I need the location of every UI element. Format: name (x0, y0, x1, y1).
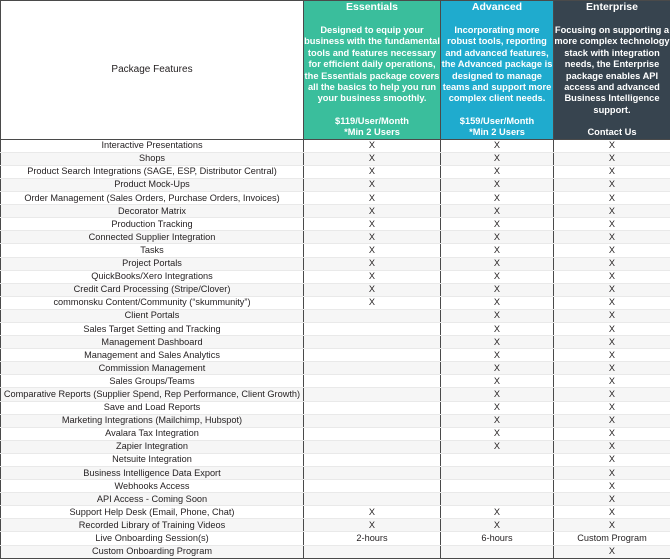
feature-name-cell: Management Dashboard (1, 336, 304, 349)
feature-availability-enterprise: X (554, 493, 670, 506)
feature-name-cell: Custom Onboarding Program (1, 545, 304, 558)
plan-price-advanced (441, 116, 553, 139)
feature-rows-body (1, 139, 670, 558)
feature-name-cell: Decorator Matrix (1, 205, 304, 218)
feature-availability-enterprise: Custom Program (554, 532, 670, 545)
feature-availability-advanced: X (441, 152, 554, 165)
plan-price-enterprise (554, 127, 670, 138)
feature-availability-essentials: X (304, 283, 441, 296)
feature-availability-essentials: X (304, 165, 441, 178)
table-row (1, 165, 670, 178)
table-row (1, 296, 670, 309)
table-row (1, 467, 670, 480)
feature-availability-essentials (304, 362, 441, 375)
feature-availability-essentials: X (304, 139, 441, 152)
feature-name-cell: Netsuite Integration (1, 453, 304, 466)
feature-name-cell: Management and Sales Analytics (1, 349, 304, 362)
feature-availability-enterprise: X (554, 165, 670, 178)
package-features-header: Package Features (1, 1, 304, 140)
feature-availability-essentials: X (304, 257, 441, 270)
feature-availability-enterprise: X (554, 270, 670, 283)
feature-name-cell: Sales Target Setting and Tracking (1, 322, 304, 335)
feature-availability-advanced: X (441, 427, 554, 440)
table-row (1, 244, 670, 257)
plan-name-enterprise: Enterprise (586, 1, 638, 13)
table-row (1, 453, 670, 466)
feature-availability-essentials (304, 349, 441, 362)
feature-name-cell: Credit Card Processing (Stripe/Clover) (1, 283, 304, 296)
feature-name-cell: Production Tracking (1, 218, 304, 231)
feature-availability-essentials (304, 480, 441, 493)
feature-availability-advanced: X (441, 205, 554, 218)
feature-name-cell: Save and Load Reports (1, 401, 304, 414)
feature-availability-enterprise: X (554, 336, 670, 349)
feature-availability-advanced (441, 480, 554, 493)
feature-availability-enterprise: X (554, 414, 670, 427)
feature-availability-advanced: X (441, 139, 554, 152)
feature-availability-advanced: X (441, 257, 554, 270)
feature-availability-enterprise: X (554, 467, 670, 480)
feature-availability-advanced: X (441, 165, 554, 178)
feature-availability-advanced: X (441, 375, 554, 388)
feature-availability-essentials: 2-hours (304, 532, 441, 545)
table-row (1, 506, 670, 519)
feature-availability-essentials: X (304, 231, 441, 244)
table-row (1, 414, 670, 427)
plan-header-enterprise (554, 1, 670, 140)
feature-availability-enterprise: X (554, 205, 670, 218)
feature-name-cell: commonsku Content/Community (“skummunity”) (1, 296, 304, 309)
feature-availability-enterprise: X (554, 178, 670, 191)
feature-availability-advanced (441, 493, 554, 506)
feature-availability-essentials (304, 375, 441, 388)
table-row (1, 192, 670, 205)
table-row (1, 388, 670, 401)
table-row (1, 152, 670, 165)
feature-name-cell: Commission Management (1, 362, 304, 375)
feature-name-cell: Recorded Library of Training Videos (1, 519, 304, 532)
feature-availability-enterprise: X (554, 349, 670, 362)
table-row (1, 178, 670, 191)
plan-price-value-advanced: $159/User/Month (459, 115, 535, 126)
plan-description-essentials: Designed to equip your business with the fundamental tools and features necessary for efficient daily operations, the Essentials package covers all the basics to help you run your business smoothly. (304, 25, 440, 104)
feature-availability-advanced: X (441, 322, 554, 335)
feature-availability-advanced: X (441, 244, 554, 257)
feature-name-cell: Project Portals (1, 257, 304, 270)
feature-availability-enterprise: X (554, 218, 670, 231)
plan-description-enterprise: Focusing on supporting a more complex technology stack with integration needs, the Enterprise package enables API access and advanced Business Intelligence support. (554, 25, 670, 115)
feature-availability-essentials: X (304, 192, 441, 205)
feature-availability-advanced: X (441, 336, 554, 349)
table-row (1, 401, 670, 414)
plan-description-advanced: Incorporating more robust tools, reporting and advanced features, the Advanced package is designed to manage teams and support more complex client needs. (441, 25, 553, 104)
feature-name-cell: Tasks (1, 244, 304, 257)
feature-name-cell: Webhooks Access (1, 480, 304, 493)
plan-price-value-essentials: $119/User/Month (335, 115, 409, 126)
feature-availability-enterprise: X (554, 506, 670, 519)
table-header (1, 1, 670, 140)
feature-name-cell: Avalara Tax Integration (1, 427, 304, 440)
feature-name-cell: API Access - Coming Soon (1, 493, 304, 506)
plan-header-row (1, 1, 670, 140)
feature-name-cell: Client Portals (1, 309, 304, 322)
table-row (1, 440, 670, 453)
feature-availability-enterprise: X (554, 152, 670, 165)
feature-availability-essentials (304, 453, 441, 466)
feature-availability-essentials (304, 309, 441, 322)
feature-availability-enterprise: X (554, 231, 670, 244)
feature-availability-enterprise: X (554, 427, 670, 440)
feature-name-cell: Marketing Integrations (Mailchimp, Hubspot) (1, 414, 304, 427)
feature-availability-essentials (304, 322, 441, 335)
table-row (1, 336, 670, 349)
feature-availability-essentials (304, 467, 441, 480)
feature-name-cell: Order Management (Sales Orders, Purchase Orders, Invoices) (1, 192, 304, 205)
feature-availability-essentials (304, 493, 441, 506)
table-row (1, 283, 670, 296)
feature-availability-enterprise: X (554, 283, 670, 296)
feature-availability-advanced: X (441, 519, 554, 532)
feature-name-cell: QuickBooks/Xero Integrations (1, 270, 304, 283)
feature-availability-enterprise: X (554, 309, 670, 322)
feature-name-cell: Sales Groups/Teams (1, 375, 304, 388)
plan-price-note-essentials: *Min 2 Users (344, 127, 400, 138)
table-row (1, 270, 670, 283)
feature-availability-essentials: X (304, 218, 441, 231)
feature-name-cell: Product Search Integrations (SAGE, ESP, Distributor Central) (1, 165, 304, 178)
table-row (1, 322, 670, 335)
table-row (1, 349, 670, 362)
feature-availability-essentials: X (304, 506, 441, 519)
table-row (1, 218, 670, 231)
feature-name-cell: Zapier Integration (1, 440, 304, 453)
feature-name-cell: Support Help Desk (Email, Phone, Chat) (1, 506, 304, 519)
feature-availability-advanced (441, 453, 554, 466)
table-row (1, 545, 670, 558)
feature-availability-advanced: X (441, 388, 554, 401)
feature-availability-advanced: 6-hours (441, 532, 554, 545)
feature-availability-advanced: X (441, 309, 554, 322)
table-row (1, 480, 670, 493)
table-row (1, 231, 670, 244)
feature-availability-essentials (304, 545, 441, 558)
feature-availability-advanced (441, 467, 554, 480)
feature-availability-advanced: X (441, 349, 554, 362)
table-row (1, 375, 670, 388)
feature-availability-advanced: X (441, 440, 554, 453)
plan-header-essentials (304, 1, 441, 140)
feature-availability-essentials: X (304, 244, 441, 257)
feature-availability-enterprise: X (554, 322, 670, 335)
feature-availability-essentials (304, 427, 441, 440)
feature-availability-essentials: X (304, 205, 441, 218)
feature-availability-essentials: X (304, 270, 441, 283)
table-row (1, 427, 670, 440)
feature-availability-essentials (304, 440, 441, 453)
feature-name-cell: Interactive Presentations (1, 139, 304, 152)
feature-availability-advanced: X (441, 218, 554, 231)
feature-availability-advanced: X (441, 362, 554, 375)
table-row (1, 139, 670, 152)
feature-availability-advanced: X (441, 414, 554, 427)
feature-availability-enterprise: X (554, 401, 670, 414)
feature-availability-enterprise: X (554, 296, 670, 309)
plan-header-advanced (441, 1, 554, 140)
feature-availability-enterprise: X (554, 453, 670, 466)
feature-availability-enterprise: X (554, 388, 670, 401)
feature-name-cell: Live Onboarding Session(s) (1, 532, 304, 545)
plan-price-note-advanced: *Min 2 Users (469, 127, 525, 138)
plan-price-essentials (304, 116, 440, 139)
table-row (1, 257, 670, 270)
feature-availability-advanced: X (441, 231, 554, 244)
feature-availability-essentials (304, 414, 441, 427)
plan-price-value-enterprise: Contact Us (587, 127, 637, 138)
feature-name-cell: Product Mock-Ups (1, 178, 304, 191)
table-row (1, 309, 670, 322)
feature-availability-enterprise: X (554, 139, 670, 152)
feature-availability-essentials: X (304, 178, 441, 191)
feature-availability-enterprise: X (554, 192, 670, 205)
plan-name-essentials: Essentials (346, 1, 398, 13)
table-row (1, 493, 670, 506)
feature-availability-essentials: X (304, 152, 441, 165)
feature-availability-enterprise: X (554, 257, 670, 270)
feature-availability-advanced: X (441, 270, 554, 283)
feature-availability-enterprise: X (554, 375, 670, 388)
feature-availability-advanced: X (441, 506, 554, 519)
feature-availability-advanced: X (441, 296, 554, 309)
plan-name-advanced: Advanced (471, 1, 523, 13)
feature-availability-essentials (304, 336, 441, 349)
feature-availability-advanced: X (441, 192, 554, 205)
feature-availability-essentials (304, 401, 441, 414)
feature-availability-enterprise: X (554, 545, 670, 558)
feature-availability-essentials (304, 388, 441, 401)
feature-availability-enterprise: X (554, 440, 670, 453)
table-row (1, 532, 670, 545)
feature-name-cell: Shops (1, 152, 304, 165)
feature-availability-enterprise: X (554, 244, 670, 257)
feature-name-cell: Connected Supplier Integration (1, 231, 304, 244)
feature-availability-advanced: X (441, 178, 554, 191)
feature-availability-enterprise: X (554, 362, 670, 375)
feature-availability-enterprise: X (554, 519, 670, 532)
table-row (1, 362, 670, 375)
feature-availability-essentials: X (304, 296, 441, 309)
feature-availability-advanced (441, 545, 554, 558)
feature-availability-advanced: X (441, 283, 554, 296)
feature-availability-enterprise: X (554, 480, 670, 493)
feature-name-cell: Business Intelligence Data Export (1, 467, 304, 480)
feature-availability-advanced: X (441, 401, 554, 414)
feature-availability-essentials: X (304, 519, 441, 532)
table-row (1, 205, 670, 218)
table-row (1, 519, 670, 532)
feature-name-cell: Comparative Reports (Supplier Spend, Rep Performance, Client Growth) (1, 388, 304, 401)
